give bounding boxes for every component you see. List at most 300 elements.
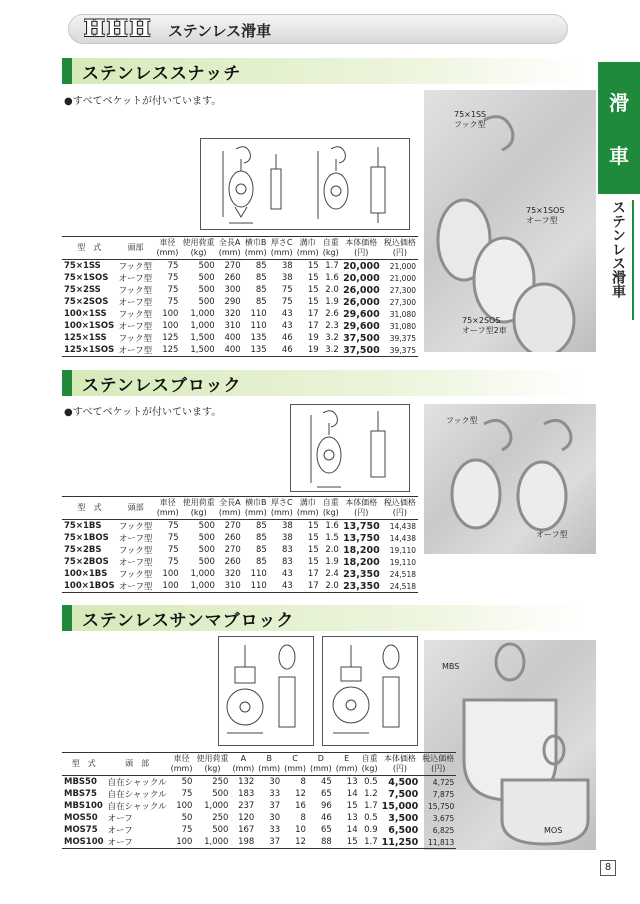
- table-cell: 26,000: [343, 296, 380, 308]
- sanma-mbs-diagram: [219, 637, 313, 745]
- table-cell: 1.9: [325, 557, 339, 567]
- table-cell: 100×1SOS: [64, 321, 115, 331]
- column-header: C (mm): [282, 753, 308, 776]
- section-accent-bar: [62, 605, 72, 631]
- table-cell: フック型: [118, 286, 153, 296]
- table-cell: 75: [167, 297, 179, 307]
- table-cell: 75×2BOS: [64, 557, 109, 567]
- table-cell: 100: [176, 801, 193, 811]
- table-cell: 15: [346, 801, 358, 811]
- column-header: 使用荷重 (kg): [181, 497, 217, 520]
- table-cell: フック型: [118, 522, 153, 532]
- table-cell: 2.0: [321, 580, 341, 593]
- column-header: 自重 (kg): [360, 753, 380, 776]
- table-cell: MOS100: [64, 837, 104, 847]
- photo-label-75x2sos: 75×2SOS オーフ型2車: [462, 316, 507, 335]
- column-header: 自重 (kg): [321, 237, 341, 260]
- column-header: 厚さC (mm): [269, 497, 295, 520]
- table-cell: 75×1SOS: [64, 273, 109, 283]
- table-cell: フック型: [118, 310, 153, 320]
- column-header: 車径 (mm): [154, 237, 180, 260]
- table-cell: MBS50: [64, 777, 97, 787]
- table-cell: 310: [217, 580, 243, 593]
- table-cell: 15: [307, 261, 319, 271]
- table-cell: 17: [307, 309, 319, 319]
- table-cell: 17: [295, 580, 321, 593]
- table-cell: 18,200: [343, 544, 380, 556]
- table-cell: 3.2: [325, 333, 339, 343]
- table-row: [62, 520, 418, 533]
- table-cell: 6,825: [432, 825, 455, 835]
- table-cell: 75: [281, 297, 293, 307]
- table-cell: 132: [238, 777, 255, 787]
- table-row: [62, 824, 456, 836]
- table-cell: 75: [281, 285, 293, 295]
- table-cell: オーフ型: [118, 298, 153, 308]
- table-cell: 37,500: [343, 332, 380, 344]
- table-cell: 100: [162, 309, 179, 319]
- table-cell: 83: [281, 557, 293, 567]
- table-cell: 260: [224, 533, 241, 543]
- table-cell: 15,750: [428, 801, 455, 811]
- table-row: [62, 284, 418, 296]
- column-header: 型 式: [62, 497, 117, 520]
- table-cell: 38: [281, 533, 293, 543]
- table-cell: 43: [281, 569, 293, 579]
- table-cell: 33: [269, 789, 281, 799]
- table-cell: 250: [212, 813, 229, 823]
- table-cell: 96: [320, 801, 332, 811]
- brand-logo: HHH: [84, 16, 153, 42]
- table-row: [62, 260, 418, 273]
- table-cell: 31,080: [389, 309, 416, 319]
- table-cell: 43: [281, 309, 293, 319]
- table-cell: 75: [167, 261, 179, 271]
- column-header: 使用荷重 (kg): [194, 753, 230, 776]
- table-cell: 38: [281, 261, 293, 271]
- table-cell: 125×1SS: [64, 333, 107, 343]
- table-cell: 1.7: [360, 836, 380, 849]
- table-row: [62, 836, 456, 849]
- table-cell: 37: [269, 801, 281, 811]
- block-drawing: [290, 404, 410, 492]
- table-cell: 27,300: [389, 285, 416, 295]
- table-cell: 15: [307, 297, 319, 307]
- table-cell: 1.5: [325, 533, 339, 543]
- column-header: 頭部: [117, 497, 155, 520]
- table-cell: 500: [198, 261, 215, 271]
- table-cell: 260: [224, 557, 241, 567]
- column-header: 自重 (kg): [321, 497, 341, 520]
- table-row: [62, 800, 456, 812]
- snatch-drawing: [200, 138, 410, 230]
- table-cell: 88: [308, 836, 334, 849]
- table-row: [62, 332, 418, 344]
- table-cell: 7,875: [432, 789, 455, 799]
- table-cell: 1.9: [325, 297, 339, 307]
- section-title-sanma: ステンレスサンマブロック: [82, 610, 295, 631]
- table-cell: 46: [281, 333, 293, 343]
- table-cell: 85: [255, 285, 267, 295]
- table-cell: 320: [224, 569, 241, 579]
- sanma-spec-table: [62, 752, 456, 849]
- column-header: 型 式: [62, 237, 117, 260]
- table-cell: 43: [269, 580, 295, 593]
- table-cell: 110: [243, 580, 269, 593]
- table-cell: 0.5: [364, 813, 378, 823]
- block-photo-art: [424, 404, 596, 554]
- table-cell: 自在シャックル: [107, 778, 167, 788]
- table-cell: 6,500: [388, 824, 419, 836]
- table-cell: 85: [255, 557, 267, 567]
- table-row: [62, 556, 418, 568]
- table-cell: 3.2: [321, 344, 341, 357]
- table-cell: 400: [217, 344, 243, 357]
- table-cell: 15: [307, 533, 319, 543]
- table-cell: 310: [224, 321, 241, 331]
- table-cell: 85: [255, 261, 267, 271]
- table-cell: 100×1BS: [64, 569, 108, 579]
- table-cell: 110: [250, 321, 267, 331]
- table-cell: 自在シャックル: [107, 802, 167, 812]
- table-cell: オーフ型: [118, 274, 153, 284]
- table-cell: 1.2: [364, 789, 378, 799]
- block-diagram: [291, 405, 409, 491]
- table-cell: 75: [167, 273, 179, 283]
- table-cell: 65: [320, 789, 332, 799]
- table-row: [62, 544, 418, 556]
- column-header: 本体価格 (円): [341, 237, 382, 260]
- table-cell: 8: [300, 777, 306, 787]
- table-cell: 75: [181, 789, 193, 799]
- table-cell: 85: [255, 273, 267, 283]
- table-row: [62, 320, 418, 332]
- table-cell: オーフ: [107, 826, 133, 836]
- table-cell: 46: [269, 344, 295, 357]
- column-header: 車径 (mm): [169, 753, 195, 776]
- table-cell: MOS50: [64, 813, 98, 823]
- table-cell: 30: [269, 813, 281, 823]
- snatch-note: ●すべてベケットが付いています。: [64, 96, 222, 107]
- column-header: 全長A (mm): [217, 237, 243, 260]
- table-cell: 15: [307, 273, 319, 283]
- sanma-mos-drawing: [322, 636, 418, 746]
- table-row: [62, 776, 456, 789]
- table-cell: 13,750: [343, 532, 380, 544]
- section-header-sanma: [62, 605, 584, 631]
- column-header: 本体価格 (円): [341, 497, 382, 520]
- table-cell: 100: [169, 836, 195, 849]
- table-cell: 500: [198, 557, 215, 567]
- table-row: [62, 308, 418, 320]
- side-vertical-label: ステンレス滑車: [604, 200, 634, 320]
- table-cell: オーフ型: [117, 580, 155, 593]
- column-header: 横巾B (mm): [243, 497, 269, 520]
- table-cell: 2.3: [325, 321, 339, 331]
- section-accent-bar: [62, 370, 72, 396]
- table-cell: 11,250: [381, 836, 419, 848]
- table-cell: 125: [154, 344, 180, 357]
- table-cell: オーフ型: [117, 344, 155, 357]
- table-cell: 15: [334, 836, 360, 849]
- table-cell: 2.0: [325, 285, 339, 295]
- column-header: E (mm): [334, 753, 360, 776]
- table-cell: 2.4: [325, 569, 339, 579]
- table-cell: 0.9: [364, 825, 378, 835]
- sanma-mos-diagram: [323, 637, 417, 745]
- column-header: 頭部: [117, 237, 155, 260]
- table-cell: 15: [307, 521, 319, 531]
- table-cell: 320: [224, 309, 241, 319]
- table-cell: 12: [295, 789, 306, 799]
- table-cell: オーフ: [106, 836, 169, 849]
- table-cell: 75×1BS: [64, 521, 102, 531]
- column-header: 横巾B (mm): [243, 237, 269, 260]
- column-header: 溝巾 (mm): [295, 237, 321, 260]
- section-title-block: ステンレスブロック: [82, 375, 242, 396]
- table-cell: 100: [162, 321, 179, 331]
- table-cell: 19,110: [389, 557, 416, 567]
- table-cell: 0.5: [364, 777, 378, 787]
- table-cell: 24,518: [382, 580, 418, 593]
- table-cell: 31,080: [389, 321, 416, 331]
- table-cell: 1,000: [194, 836, 230, 849]
- table-cell: 17: [307, 321, 319, 331]
- table-cell: 125: [162, 333, 179, 343]
- table-cell: 20,000: [343, 260, 380, 272]
- table-row: [62, 812, 456, 824]
- table-cell: 1,000: [204, 801, 229, 811]
- table-cell: 1,500: [180, 344, 216, 357]
- table-cell: 100×1BOS: [62, 580, 117, 593]
- table-cell: 85: [255, 545, 267, 555]
- table-cell: フック型: [118, 262, 153, 272]
- table-cell: 26,000: [343, 284, 380, 296]
- column-header: 税込価格 (円): [420, 753, 456, 776]
- table-row: [62, 344, 418, 357]
- table-cell: 1,500: [190, 333, 215, 343]
- table-row: [62, 580, 418, 593]
- table-cell: 37: [256, 836, 282, 849]
- table-cell: 13: [346, 777, 358, 787]
- table-cell: 250: [212, 777, 229, 787]
- table-cell: 14,438: [389, 533, 416, 543]
- table-cell: 24,518: [389, 569, 416, 579]
- table-cell: 自在シャックル: [107, 790, 167, 800]
- table-cell: 4,500: [388, 776, 419, 788]
- page-title: ステンレス滑車: [168, 22, 272, 40]
- table-row: [62, 296, 418, 308]
- table-cell: 500: [212, 825, 229, 835]
- table-cell: 75×2BS: [64, 545, 102, 555]
- table-cell: オーフ型: [118, 322, 153, 332]
- table-cell: 500: [198, 545, 215, 555]
- table-cell: フック型: [118, 546, 153, 556]
- section-header-snatch: [62, 58, 584, 84]
- table-cell: 8: [300, 813, 306, 823]
- section-header-block: [62, 370, 584, 396]
- table-row: [62, 272, 418, 284]
- table-cell: 3,500: [388, 812, 419, 824]
- table-cell: 15: [307, 557, 319, 567]
- table-header-row: [62, 753, 456, 776]
- table-cell: 50: [181, 813, 193, 823]
- table-cell: 85: [255, 297, 267, 307]
- column-header: 溝巾 (mm): [295, 497, 321, 520]
- sanma-mbs-drawing: [218, 636, 314, 746]
- table-cell: フック型: [118, 570, 153, 580]
- column-header: 本体価格 (円): [380, 753, 421, 776]
- table-cell: 1,000: [190, 321, 215, 331]
- column-header: 型 式: [62, 753, 106, 776]
- table-cell: MBS100: [64, 801, 103, 811]
- photo-label-eye: オーフ型: [536, 530, 568, 539]
- table-cell: MOS75: [64, 825, 98, 835]
- table-cell: 270: [224, 261, 241, 271]
- table-cell: 15: [307, 545, 319, 555]
- table-cell: 75×2SOS: [64, 297, 109, 307]
- column-header: 厚さC (mm): [269, 237, 295, 260]
- table-cell: 38: [281, 273, 293, 283]
- table-cell: 12: [282, 836, 308, 849]
- table-cell: 120: [238, 813, 255, 823]
- table-cell: 17: [307, 569, 319, 579]
- table-cell: 100×1SS: [64, 309, 107, 319]
- section-accent-bar: [62, 58, 72, 84]
- block-note: ●すべてベケットが付いています。: [64, 407, 222, 418]
- photo-label-75x1sos: 75×1SOS オーフ型: [526, 206, 565, 225]
- table-cell: 290: [224, 297, 241, 307]
- photo-label-75x1ss: 75×1SS フック型: [454, 110, 487, 129]
- table-cell: 43: [281, 321, 293, 331]
- table-cell: 16: [295, 801, 306, 811]
- table-cell: 29,600: [343, 320, 380, 332]
- table-cell: 260: [224, 273, 241, 283]
- snatch-product-photo: [424, 90, 596, 352]
- table-cell: オーフ型: [118, 558, 153, 568]
- table-cell: 50: [181, 777, 193, 787]
- table-cell: 13,750: [343, 520, 380, 532]
- column-header: 使用荷重 (kg): [180, 237, 216, 260]
- table-cell: 10: [295, 825, 306, 835]
- table-cell: 1,000: [181, 580, 217, 593]
- table-cell: 1,000: [190, 309, 215, 319]
- table-cell: 30: [269, 777, 281, 787]
- column-header: 車径 (mm): [155, 497, 181, 520]
- table-cell: 300: [224, 285, 241, 295]
- table-cell: 21,000: [389, 261, 416, 271]
- table-cell: 75: [181, 825, 193, 835]
- table-cell: 39,375: [389, 333, 416, 343]
- table-row: [62, 568, 418, 580]
- table-cell: 1.6: [325, 273, 339, 283]
- table-cell: 83: [281, 545, 293, 555]
- column-header: B (mm): [256, 753, 282, 776]
- table-cell: 75×1BOS: [64, 533, 109, 543]
- snatch-spec-table: [62, 236, 418, 357]
- table-cell: 13: [346, 813, 358, 823]
- table-cell: 85: [255, 533, 267, 543]
- table-cell: 65: [320, 825, 332, 835]
- column-header: A (mm): [230, 753, 256, 776]
- table-cell: 75: [167, 533, 179, 543]
- table-cell: フック型: [118, 334, 153, 344]
- table-cell: 19: [295, 344, 321, 357]
- page-number: 8: [600, 860, 616, 876]
- table-cell: 183: [238, 789, 255, 799]
- column-header: 頭 部: [106, 753, 169, 776]
- column-header: D (mm): [308, 753, 334, 776]
- table-header-row: [62, 497, 418, 520]
- table-cell: 21,000: [389, 273, 416, 283]
- table-cell: 135: [250, 333, 267, 343]
- table-cell: 500: [198, 521, 215, 531]
- table-cell: 500: [212, 789, 229, 799]
- block-spec-table: [62, 496, 418, 593]
- table-cell: 400: [224, 333, 241, 343]
- table-cell: 1,000: [190, 569, 215, 579]
- table-cell: 11,813: [420, 836, 456, 849]
- column-header: 全長A (mm): [217, 497, 243, 520]
- table-row: [62, 788, 456, 800]
- table-cell: 2.6: [325, 309, 339, 319]
- table-cell: 3,675: [432, 813, 455, 823]
- column-header: 税込価格 (円): [382, 237, 418, 260]
- table-cell: 198: [230, 836, 256, 849]
- table-cell: 45: [320, 777, 332, 787]
- table-cell: 18,200: [343, 556, 380, 568]
- table-cell: 85: [255, 521, 267, 531]
- section-title-snatch: ステンレススナッチ: [82, 63, 242, 84]
- table-cell: 15,000: [381, 800, 419, 812]
- table-cell: 500: [198, 533, 215, 543]
- table-cell: 4,725: [432, 777, 455, 787]
- table-cell: 237: [238, 801, 255, 811]
- side-category-tab[interactable]: [598, 62, 640, 194]
- snatch-photo-art: [424, 90, 596, 352]
- table-cell: 500: [198, 285, 215, 295]
- block-product-photo: [424, 404, 596, 554]
- table-cell: 14: [346, 825, 358, 835]
- photo-label-mos: MOS: [544, 826, 563, 835]
- table-cell: 46: [320, 813, 332, 823]
- table-cell: 75×2SS: [64, 285, 101, 295]
- table-cell: 110: [250, 569, 267, 579]
- photo-label-hook: フック型: [446, 416, 478, 425]
- table-cell: 19,110: [389, 545, 416, 555]
- table-header-row: [62, 237, 418, 260]
- table-cell: 135: [243, 344, 269, 357]
- table-cell: 75: [167, 521, 179, 531]
- table-cell: 23,350: [341, 580, 382, 593]
- table-cell: 19: [307, 333, 319, 343]
- column-header: 税込価格 (円): [382, 497, 418, 520]
- table-cell: 270: [224, 521, 241, 531]
- table-cell: 27,300: [389, 297, 416, 307]
- table-cell: 1.7: [364, 801, 378, 811]
- table-cell: 500: [198, 297, 215, 307]
- table-cell: 100: [155, 580, 181, 593]
- table-cell: 29,600: [343, 308, 380, 320]
- table-cell: 37,500: [341, 344, 382, 357]
- table-cell: 15: [307, 285, 319, 295]
- table-cell: 500: [198, 273, 215, 283]
- table-cell: 14: [346, 789, 358, 799]
- table-cell: 20,000: [343, 272, 380, 284]
- table-cell: 38: [281, 521, 293, 531]
- table-cell: MBS75: [64, 789, 97, 799]
- table-cell: 100: [162, 569, 179, 579]
